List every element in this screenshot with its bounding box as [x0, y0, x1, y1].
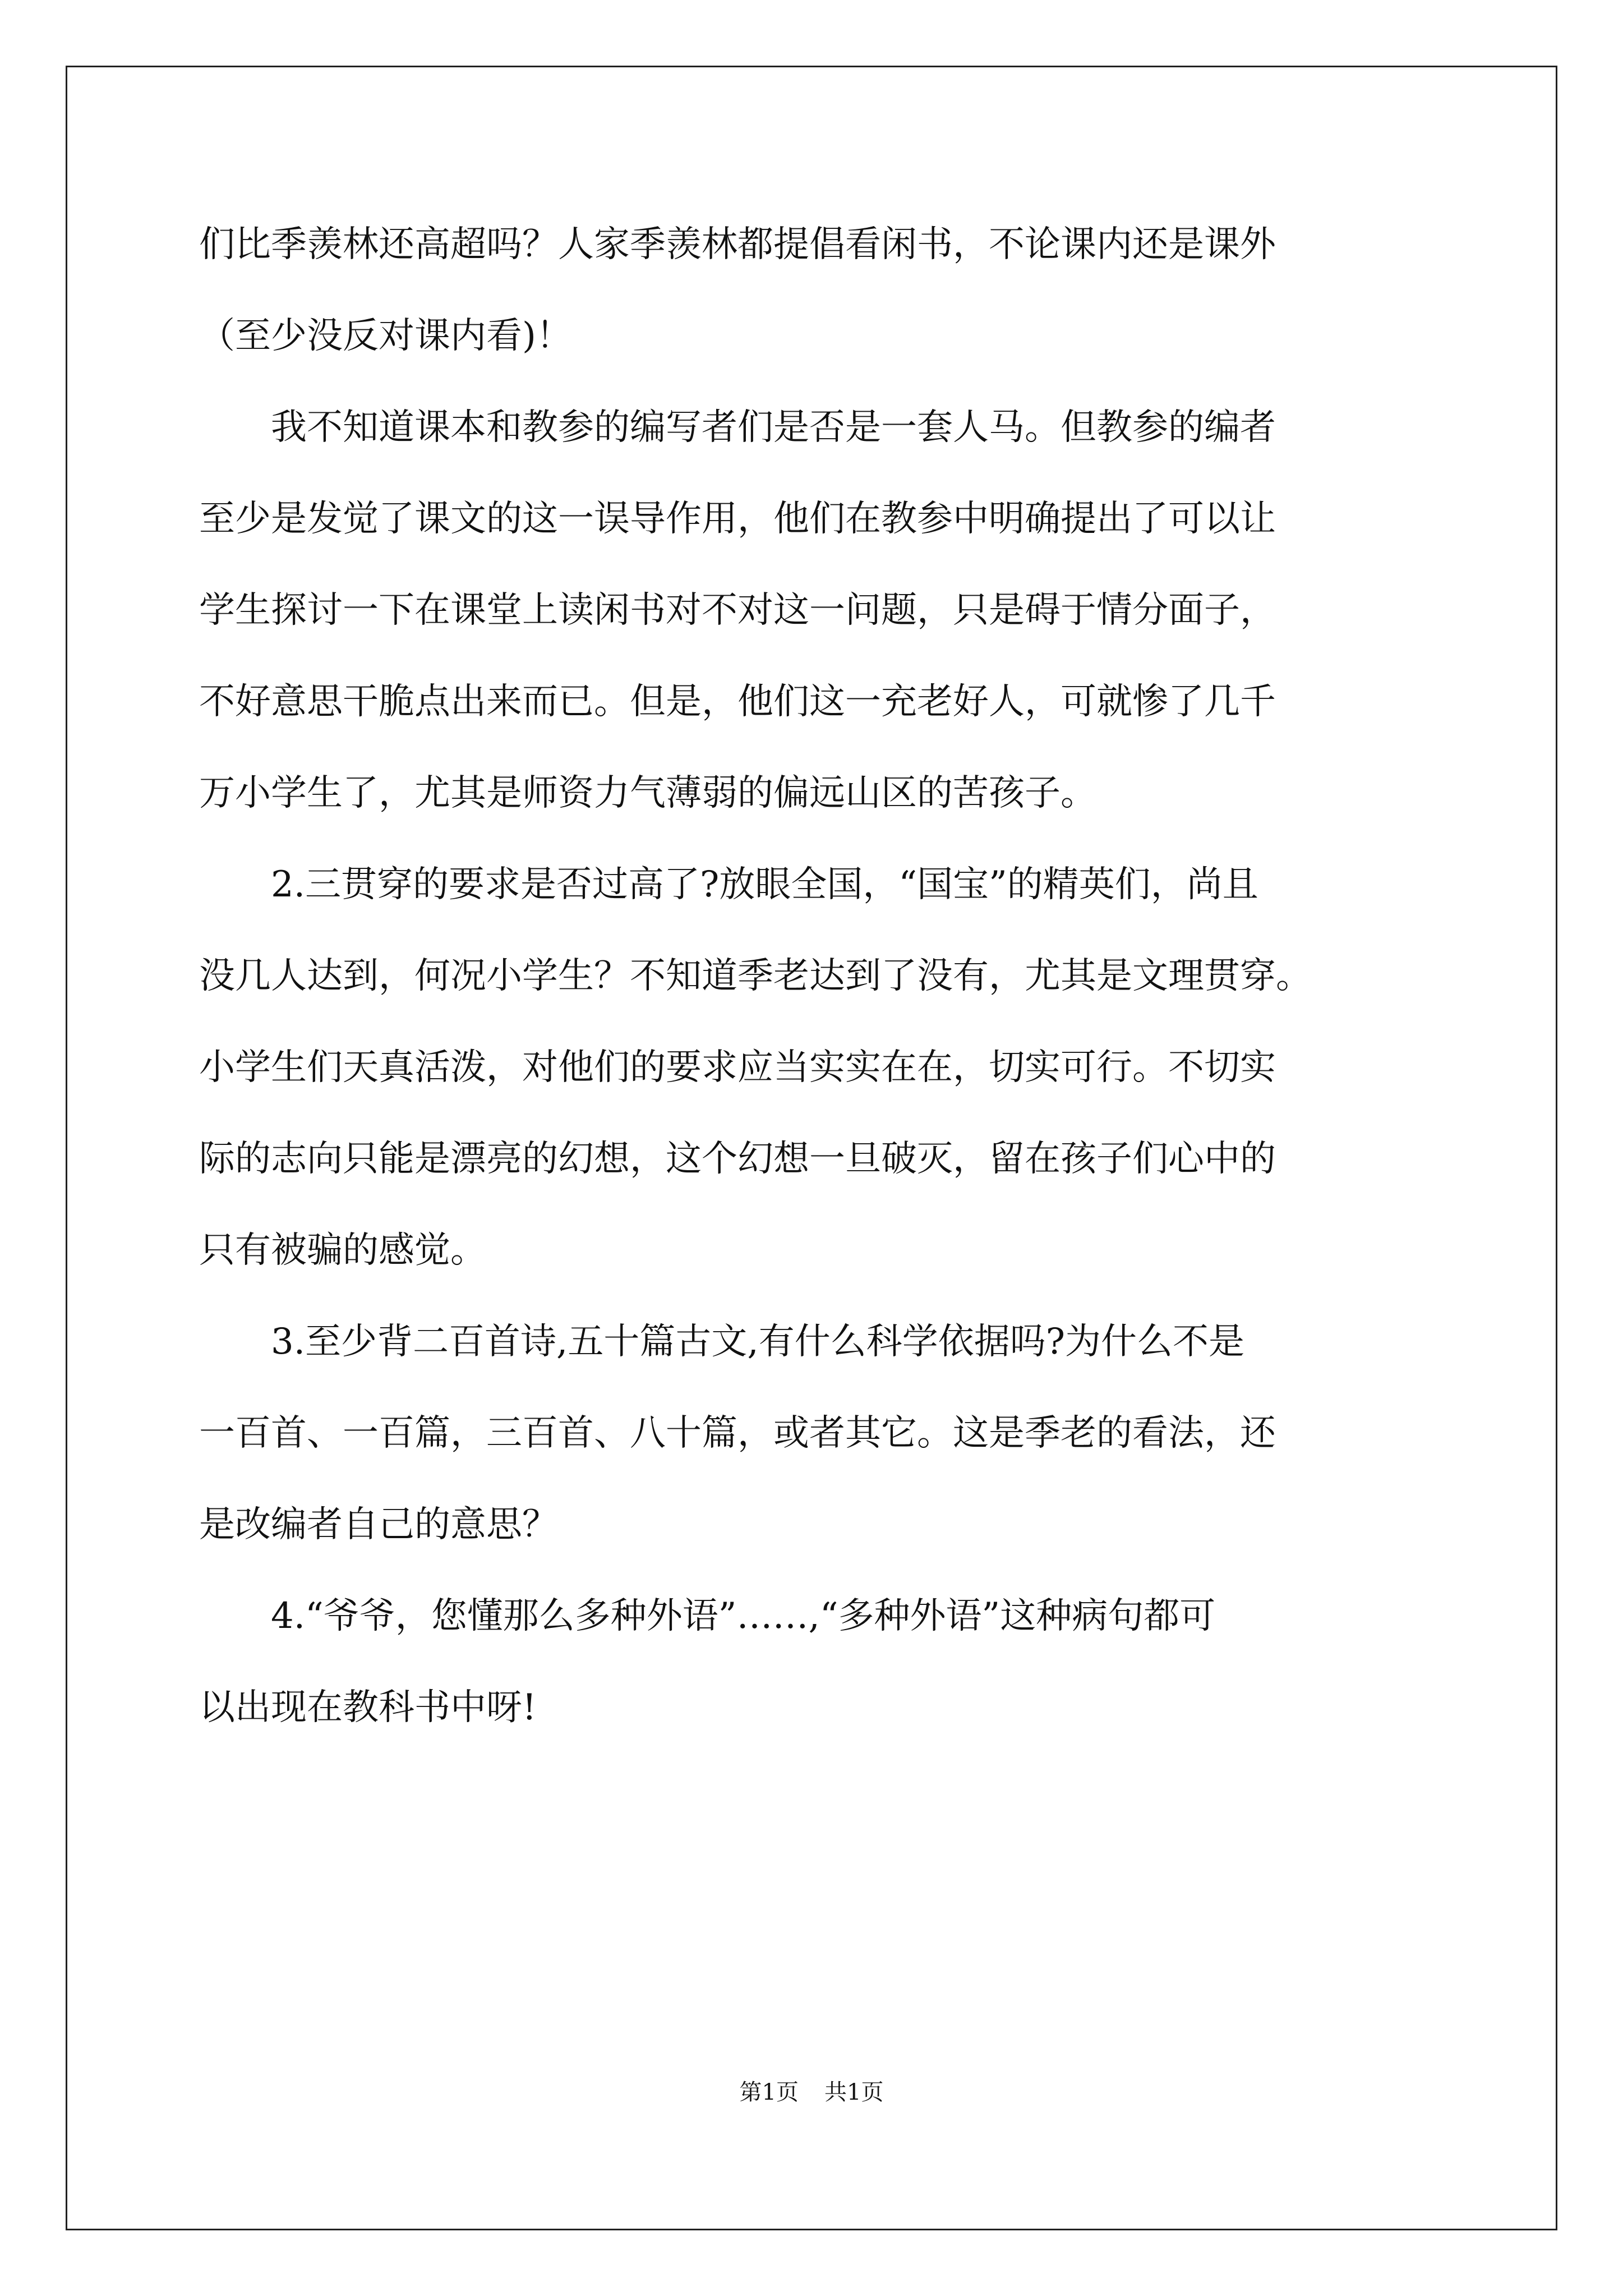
text-line: 际的志向只能是漂亮的幻想，这个幻想一旦破灭，留在孩子们心中的 — [199, 1138, 1276, 1180]
text-line: 没几人达到，何况小学生？不知道季老达到了没有，尤其是文理贯穿。 — [199, 955, 1312, 997]
text-line: 不好意思干脆点出来而已。但是，他们这一充老好人，可就惨了几千 — [199, 681, 1276, 723]
text-line: 小学生们天真活泼，对他们的要求应当实实在在，切实可行。不切实 — [199, 1047, 1276, 1088]
text-line: 们比季羡林还高超吗？人家季羡林都提倡看闲书，不论课内还是课外 — [199, 224, 1276, 265]
text-line: 至少是发觉了课文的这一误导作用，他们在教参中明确提出了可以让 — [199, 498, 1276, 540]
page-number-total: 共1页 — [824, 2079, 884, 2105]
text-line: 一百首、一百篇，三百首、八十篇，或者其它。这是季老的看法，还 — [199, 1412, 1276, 1454]
text-line: 以出现在教科书中呀! — [199, 1687, 537, 1728]
text-line: 学生探讨一下在课堂上读闲书对不对这一问题，只是碍于情分面子， — [199, 590, 1276, 631]
page-footer — [0, 2078, 1623, 2106]
text-line: 万小学生了，尤其是师资力气薄弱的偏远山区的苦孩子。 — [199, 772, 1096, 814]
document-body — [199, 199, 1450, 1754]
text-line: 只有被骗的感觉。 — [199, 1230, 486, 1271]
paragraph-start: 2.三贯穿的要求是否过高了?放眼全国，“国宝”的精英们，尚且 — [271, 864, 1258, 905]
text-line: （至少没反对课内看)！ — [199, 315, 572, 357]
text-line: 是改编者自己的意思？ — [199, 1504, 558, 1545]
paragraph-start: 3.至少背二百首诗,五十篇古文,有什么科学依据吗?为什么不是 — [271, 1321, 1245, 1363]
paragraph-start: 我不知道课本和教参的编写者们是否是一套人马。但教参的编者 — [271, 407, 1276, 448]
page-number-current: 第1页 — [739, 2079, 799, 2105]
paragraph-start: 4.“爷爷，您懂那么多种外语”……,“多种外语”这种病句都可 — [271, 1595, 1216, 1637]
